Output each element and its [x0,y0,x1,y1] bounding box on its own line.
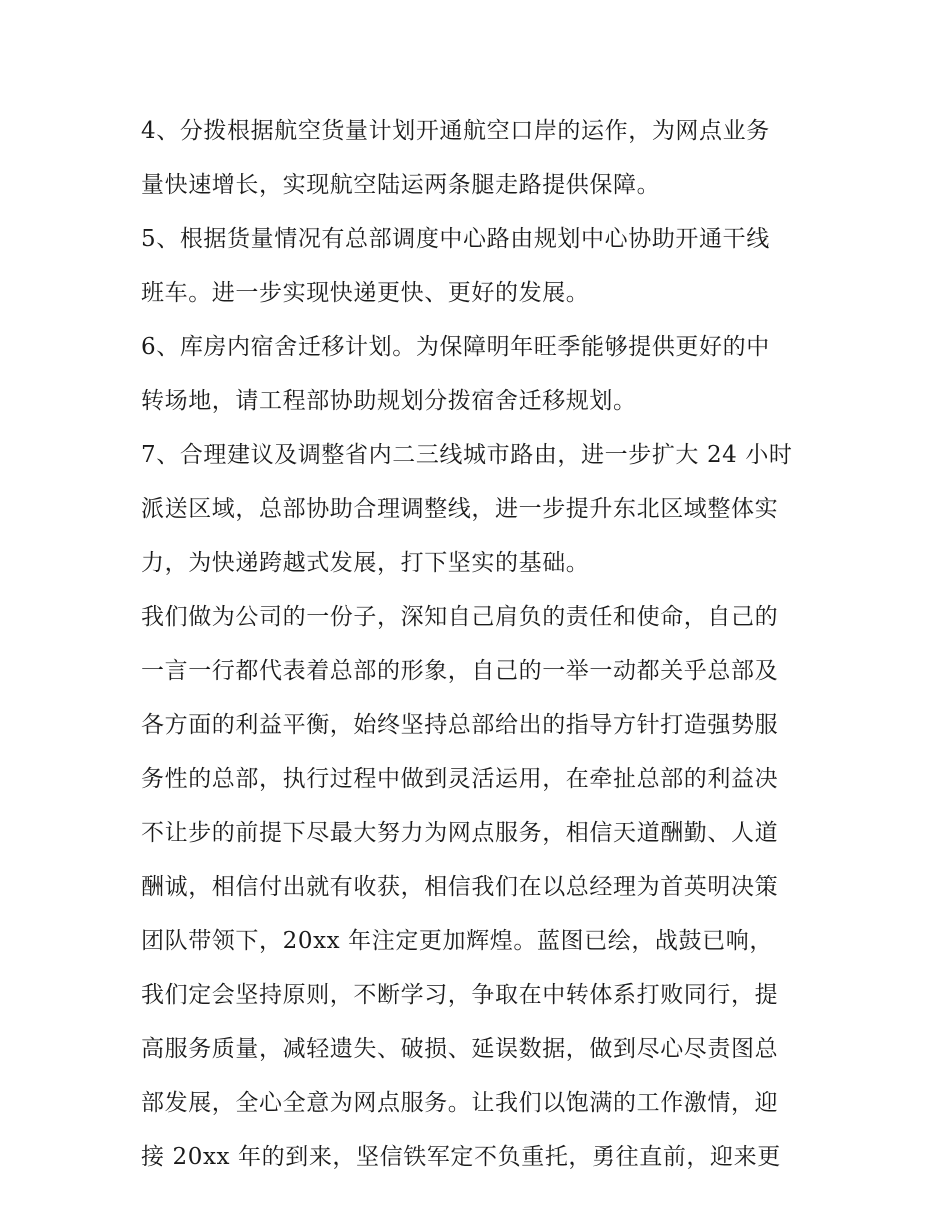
paragraph-line: 我们做为公司的一份子，深知自己肩负的责任和使命，自己的 [141,604,779,630]
text-line: 班车。进一步实现快递更快、更好的发展。 [141,280,590,306]
paragraph-line: 各方面的利益平衡，始终坚持总部给出的指导方针打造强势服 [141,712,779,738]
paragraph-line: 酬诚，相信付出就有收获，相信我们在以总经理为首英明决策 [141,874,779,900]
text-line-item-6: 6、库房内宿舍迁移计划。为保障明年旺季能够提供更好的中 [141,334,770,360]
paragraph-line: 我们定会坚持原则，不断学习，争取在中转体系打败同行，提 [141,982,779,1008]
paragraph-line: 高服务质量，减轻遗失、破损、延误数据，做到尽心尽责图总 [141,1036,779,1062]
paragraph-line: 团队带领下，20xx 年注定更加辉煌。蓝图已绘，战鼓已响， [141,928,773,954]
text-line: 力，为快递跨越式发展，打下坚实的基础。 [141,550,590,576]
paragraph-line: 务性的总部，执行过程中做到灵活运用，在牵扯总部的利益决 [141,766,779,792]
text-line: 派送区域，总部协助合理调整线，进一步提升东北区域整体实 [141,496,779,522]
text-line-item-7: 7、合理建议及调整省内二三线城市路由，进一步扩大 24 小时 [141,442,793,468]
text-line-item-5: 5、根据货量情况有总部调度中心路由规划中心协助开通干线 [141,226,770,252]
body-text [141,104,821,1184]
paragraph-line: 部发展，全心全意为网点服务。让我们以饱满的工作激情，迎 [141,1090,779,1116]
text-line-item-4: 4、分拨根据航空货量计划开通航空口岸的运作，为网点业务 [141,118,770,144]
paragraph-line: 不让步的前提下尽最大努力为网点服务，相信天道酬勤、人道 [141,820,779,846]
text-line: 量快速增长，实现航空陆运两条腿走路提供保障。 [141,172,661,198]
paragraph-line: 一言一行都代表着总部的形象，自己的一举一动都关乎总部及 [141,658,779,684]
paragraph-line: 接 20xx 年的到来，坚信铁军定不负重托，勇往直前，迎来更 [141,1144,781,1170]
text-line: 转场地，请工程部协助规划分拨宿舍迁移规划。 [141,388,637,414]
